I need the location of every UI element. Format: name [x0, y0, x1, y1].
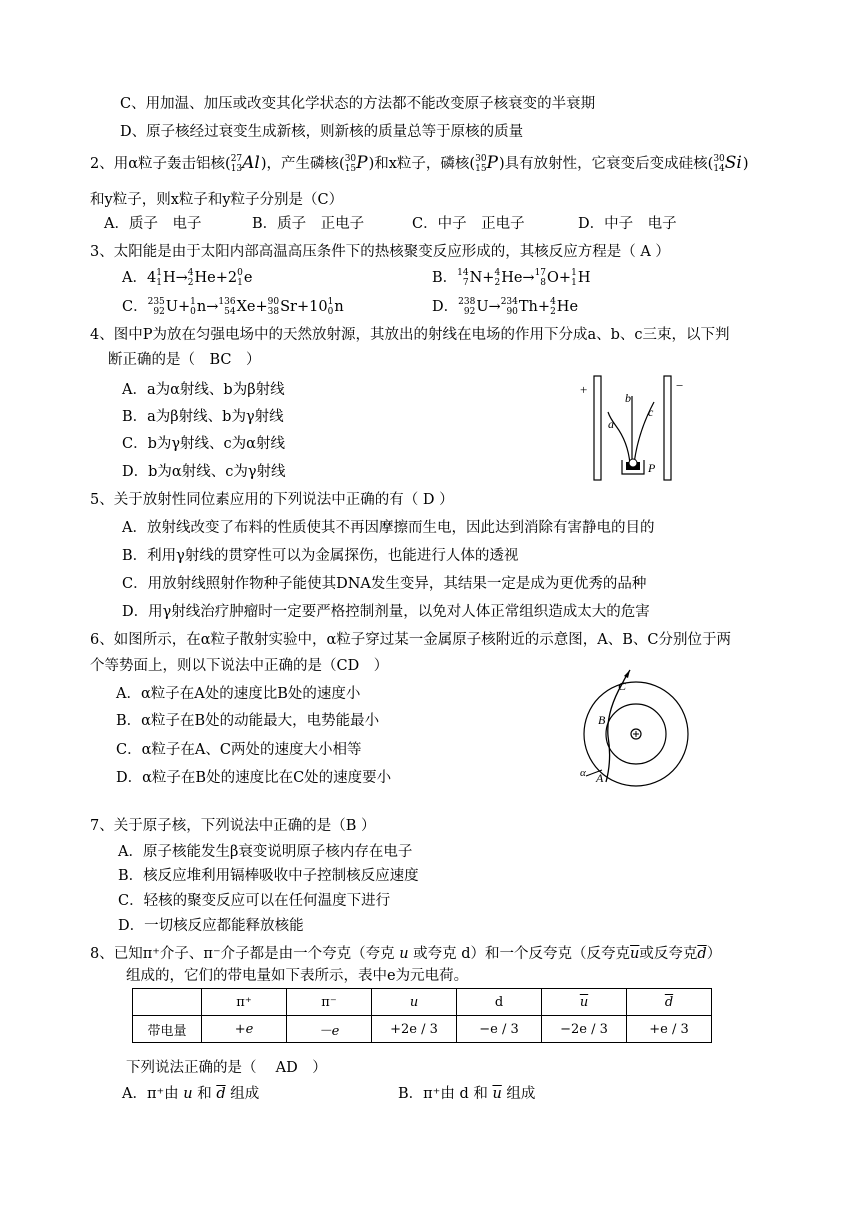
q8-stem-line3: 下列说法正确的是（ AD ）: [126, 1060, 327, 1076]
q7-option-c: C．轻核的聚变反应可以在任何温度下进行: [118, 893, 391, 909]
fig-point-c: C: [618, 679, 627, 693]
table-cell: d: [457, 989, 542, 1016]
q2-option-a: A．质子 电子: [104, 216, 202, 232]
table-cell: u: [372, 989, 457, 1016]
q2-stem: 2、用α粒子轰击铝核( 27 13 Al)，产生磷核( 30 15 P)和x粒子，磷核( 30 15 P)具有放射性，它衰变后变成硅核( 30 14 Si): [90, 153, 749, 174]
q5-option-c: C．用放射线照射作物种子能使其DNA发生变异，其结果一定是成为更优秀的品种: [122, 576, 647, 592]
q4-option-a: A．a为α射线、b为β射线: [122, 382, 285, 398]
q4-option-b: B．a为β射线、b为γ射线: [122, 409, 284, 425]
table-cell: －e: [287, 1016, 372, 1043]
q2-option-d: D．中子 电子: [578, 216, 677, 232]
q3-option-a: A．4 1 1 H→ 4 2 He+2 0 1 e: [122, 268, 253, 288]
q5-option-d: D．用γ射线治疗肿瘤时一定要严格控制剂量，以免对人体正常组织造成太大的危害: [122, 604, 650, 620]
q6-stem-line2: 个等势面上，则以下说法中正确的是（CD ）: [90, 658, 389, 674]
q4-stem-line2: 断正确的是（ BC ）: [108, 352, 261, 368]
q5-option-b: B．利用γ射线的贯穿性可以为金属探伤，也能进行人体的透视: [122, 548, 519, 564]
fig-a-label: a: [608, 417, 614, 431]
fig-c-label: c: [648, 405, 654, 419]
q6-stem: 6、如图所示，在α粒子散射实验中，α粒子穿过某一金属原子核附近的示意图，A、B、C分别位于两: [90, 632, 732, 648]
table-cell: π⁻: [287, 989, 372, 1016]
q8-option-a: A．π⁺由 u 和 $\overline{d}$ 组成: [122, 1086, 260, 1102]
q7-stem: 7、关于原子核，下列说法中正确的是（B ）: [90, 818, 376, 834]
q6-option-d: D．α粒子在B处的速度比在C处的速度要小: [116, 770, 392, 786]
q2-option-b: B．质子 正电子: [252, 216, 365, 232]
q4-option-c: C．b为γ射线、c为α射线: [122, 436, 285, 452]
table-row: [133, 1016, 712, 1043]
q7-option-b: B．核反应堆利用镉棒吸收中子控制核反应速度: [118, 868, 419, 884]
q1-option-c: C、用加温、加压或改变其化学状态的方法都不能改变原子核衰变的半衰期: [120, 96, 596, 112]
fig-point-b: B: [598, 713, 606, 727]
q2-option-c: C．中子 正电子: [412, 216, 525, 232]
table-cell: $\overline{d}$: [627, 989, 712, 1016]
table-cell: −e / 3: [457, 1016, 542, 1043]
q6-option-b: B．α粒子在B处的动能最大，电势能最小: [116, 713, 380, 729]
table-cell: −2e / 3: [542, 1016, 627, 1043]
table-cell: π⁺: [202, 989, 287, 1016]
fig-point-a: A: [596, 771, 604, 785]
q3-stem: 3、太阳能是由于太阳内部高温高压条件下的热核聚变反应形成的，其核反应方程是（ A ）: [90, 244, 670, 260]
q8-stem-line2: 组成的，它们的带电量如下表所示，表中e为元电荷。: [126, 968, 469, 984]
q7-option-a: A．原子核能发生β衰变说明原子核内存在电子: [118, 844, 413, 860]
q8-stem: 8、已知π⁺介子、π⁻介子都是由一个夸克（夸克 u 或夸克 d）和一个反夸克（反夸克$\overline{u}$或反夸克$\overline{d}$）: [90, 946, 722, 962]
q6-option-c: C．α粒子在A、C两处的速度大小相等: [116, 742, 362, 758]
fig-minus-label: −: [676, 378, 684, 393]
q6-alpha-scattering-figure: [572, 664, 702, 790]
fig-p-label: P: [648, 461, 656, 475]
table-cell: $\overline{u}$: [542, 989, 627, 1016]
table-cell: 带电量: [133, 1016, 202, 1043]
q4-stem: 4、图中P为放在匀强电场中的天然放射源，其放出的射线在电场的作用下分成a、b、c三束，以下判: [90, 327, 730, 343]
table-cell: +e: [202, 1016, 287, 1043]
q5-option-a: A．放射线改变了布料的性质使其不再因摩擦而生电，因此达到消除有害静电的目的: [122, 520, 655, 536]
q6-option-a: A．α粒子在A处的速度比B处的速度小: [116, 686, 361, 702]
q2-stem-line2: 和y粒子，则x粒子和y粒子分别是（C）: [90, 192, 344, 208]
fig-plus-label: +: [580, 382, 588, 397]
table-cell: +2e / 3: [372, 1016, 457, 1043]
q5-stem: 5、关于放射性同位素应用的下列说法中正确的有（ D ）: [90, 492, 454, 508]
q3-option-d: D． 238 92 U→ 234 90 Th+ 4 2 He: [432, 297, 579, 317]
q3-option-b: B． 14 7 N+ 4 2 He→ 17 8 O+ 1 1 H: [432, 268, 591, 288]
q3-option-c: C． 235 92 U+ 1 0 n→ 136 54 Xe+ 90 38 Sr+10 1 0 n: [122, 297, 344, 317]
q8-option-b: B．π⁺由 d 和 $\overline{u}$ 组成: [398, 1086, 536, 1102]
charge-table: [132, 988, 712, 1043]
q4-electric-field-figure: [572, 372, 692, 484]
table-cell: +e / 3: [627, 1016, 712, 1043]
q7-option-d: D．一切核反应都能释放核能: [118, 918, 304, 934]
fig-alpha-label: α: [580, 767, 586, 779]
table-cell: [133, 989, 202, 1016]
fig-b-label: b: [625, 391, 631, 405]
table-row: [133, 989, 712, 1016]
q4-option-d: D．b为α射线、c为γ射线: [122, 464, 286, 480]
q1-option-d: D、原子核经过衰变生成新核，则新核的质量总等于原核的质量: [120, 124, 524, 140]
